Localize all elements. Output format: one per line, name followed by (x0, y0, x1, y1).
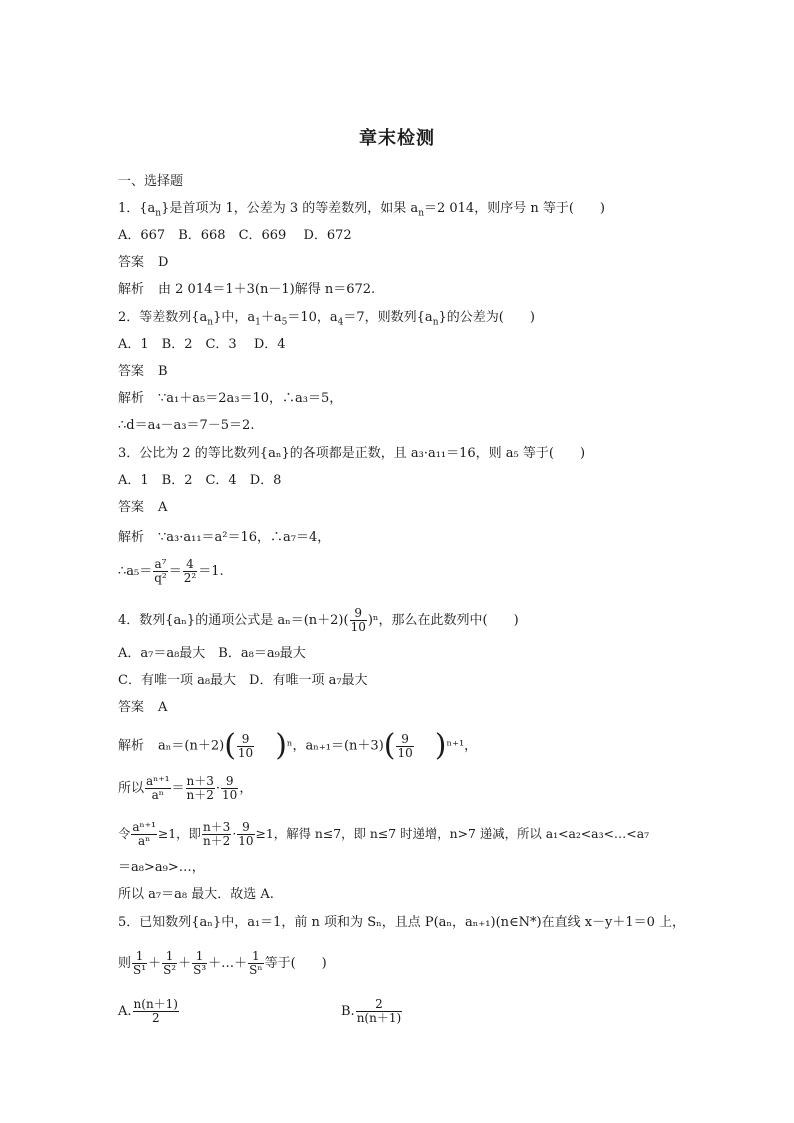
fraction: $\frac{9}{10}$ (222, 774, 238, 802)
question-1-options: A．667 B．668 C．669 D．672 (118, 228, 352, 243)
question-3-stem: 3．公比为 2 的等比数列{aₙ}的各项都是正数，且 a₃·a₁₁＝16，则 a₅ 等于( ) (118, 446, 586, 461)
question-4-conclusion: 所以 a₇＝a₈ 最大．故选 A. (118, 887, 274, 902)
fraction: $\frac{n(n+1)}{2}$ (133, 997, 178, 1025)
question-2-options: A．1 B．2 C．3 D．4 (118, 337, 286, 352)
fraction: $\frac{\text{aⁿ⁺¹}}{\text{aⁿ}}$ (146, 774, 170, 802)
question-1-analysis: 解析 由 2 014＝1＋3(n－1)解得 n＝672. (118, 282, 376, 297)
question-2-analysis-2: ∴d＝a₄－a₃＝7－5＝2. (118, 418, 255, 433)
question-1-stem: 1．$\{a_n\}$是首项为 1，公差为 3 的等差数列，如果 $a_n=2$ 014，则序号 n 等于( ) (118, 201, 605, 219)
question-4-analysis-3: 令 $\frac{\text{aⁿ⁺¹}}{\text{aⁿ}}$ ≥1，即 $\frac{n+3}{n+2}$ · $\frac{9}{10}$ ≥1，解得 n≤7，即 n≤7 时递增，n>7 递减，所以 a₁<a₂<a₃<…<a₇ (118, 820, 650, 848)
question-2-stem: 2．等差数列$\{a_n\}$中，$a_1+a_5=10$，$a_4=7$，则数列$\{a_n\}$的公差为( ) (118, 310, 535, 328)
fraction: $\frac{\text{aⁿ⁺¹}}{\text{aⁿ}}$ (132, 820, 156, 848)
fraction: $\frac{9}{10}$ (350, 606, 366, 634)
question-4-analysis-1: 解析 aₙ＝(n＋2)( $\frac{9}{10}$ )ⁿ，aₙ₊₁＝(n＋3)( $\frac{9}{10}$ )ⁿ⁺¹， (118, 728, 478, 763)
fraction: $\frac{9}{10}$ (237, 731, 254, 760)
question-4-analysis-2: 所以 $\frac{\text{aⁿ⁺¹}}{\text{aⁿ}}$ ＝ $\frac{n+3}{n+2}$ · $\frac{9}{10}$ ， (118, 774, 253, 802)
fraction: $\frac{9}{10}$ (397, 731, 413, 760)
fraction: $\frac{1}{\text{S¹}}$ (133, 949, 147, 977)
question-4-answer: 答案 A (118, 700, 168, 715)
page-title: 章末检测 (359, 128, 435, 149)
question-4-analysis-4: ＝a₈>a₉>…， (118, 860, 205, 875)
question-4-options-1: A．a₇＝a₈最大 B．a₈＝a₉最大 (118, 646, 306, 661)
question-1-answer: 答案 D (118, 255, 169, 270)
question-5-option-b: B. $\frac{2}{n(n+1)}$ (341, 997, 402, 1025)
question-5-option-a: A. $\frac{n(n+1)}{2}$ (118, 997, 178, 1025)
question-4-options-2: C．有唯一项 a₈最大 D．有唯一项 a₇最大 (118, 673, 368, 688)
fraction: $\frac{1}{\text{Sⁿ}}$ (249, 949, 263, 977)
fraction: $\frac{1}{\text{S³}}$ (193, 949, 207, 977)
question-3-options: A．1 B．2 C．4 D．8 (118, 473, 282, 488)
question-4-stem: 4．数列{aₙ}的通项公式是 aₙ＝(n＋2)( $\frac{9}{10}$ )ⁿ，那么在此数列中( ) (118, 606, 519, 634)
fraction: $\frac{2}{n(n+1)}$ (356, 997, 402, 1025)
fraction: $\frac{1}{\text{S²}}$ (163, 949, 177, 977)
question-3-analysis-2: ∴a₅＝ $\frac{\text{a⁷}}{\text{q²}}$ ＝ $\frac{4}{\text{2²}}$ ＝1. (118, 557, 224, 585)
fraction: $\frac{9}{10}$ (238, 820, 254, 848)
fraction: $\frac{\text{a⁷}}{\text{q²}}$ (154, 557, 167, 585)
question-2-answer: 答案 B (118, 364, 168, 379)
question-3-answer: 答案 A (118, 500, 168, 515)
question-2-analysis-1: 解析 ∵a₁＋a₅＝2a₃＝10，∴a₃＝5， (118, 391, 343, 406)
question-5-stem: 5．已知数列{aₙ}中，a₁＝1，前 n 项和为 Sₙ，且点 P(aₙ，aₙ₊₁)(n∈N*)在直线 x－y＋1＝0 上， (118, 915, 686, 930)
fraction: $\frac{4}{\text{2²}}$ (183, 557, 197, 585)
section-heading: 一、选择题 (118, 174, 184, 189)
question-5-stem-2: 则 $\frac{1}{\text{S¹}}$ ＋ $\frac{1}{\text{S²}}$ ＋ $\frac{1}{\text{S³}}$ ＋…＋ $\frac{1}{\text{Sⁿ}}$ 等于( ) (118, 949, 327, 977)
fraction: $\frac{n+3}{n+2}$ (202, 820, 231, 848)
question-3-analysis-1: 解析 ∵a₃·a₁₁＝a²＝16，∴a₇＝4， (118, 530, 331, 545)
fraction: $\frac{n+3}{n+2}$ (186, 774, 214, 802)
